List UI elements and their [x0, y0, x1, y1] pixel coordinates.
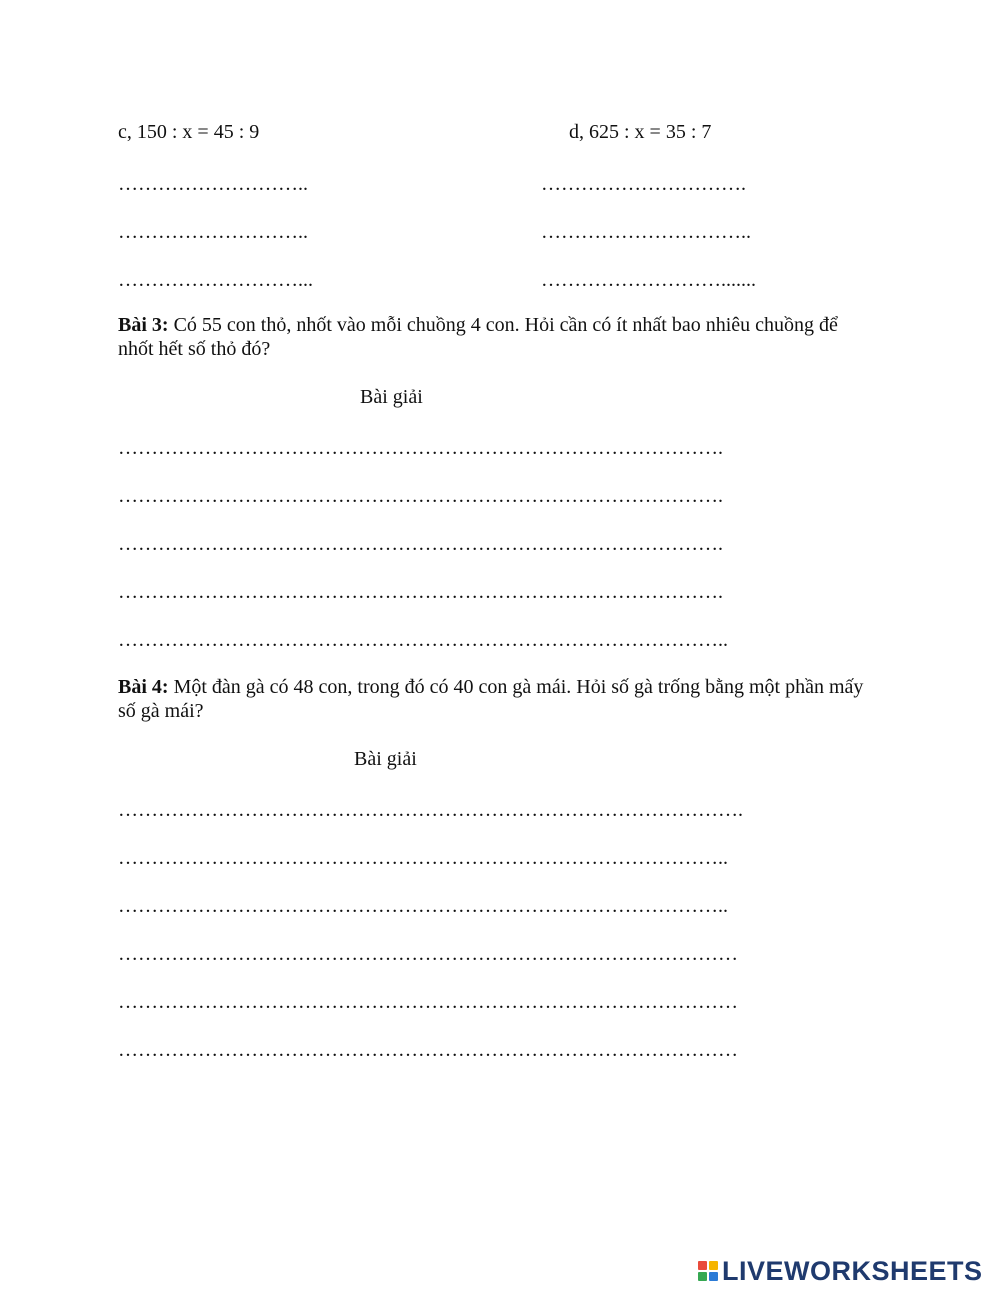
exercise-4-answer-line-2[interactable]: ……………………………………………………………………………….. [118, 847, 728, 869]
exercise-4-solution-title: Bài giải [354, 748, 417, 770]
equation-c: c, 150 : x = 45 : 9 [118, 121, 260, 143]
exercise-4-label: Bài 4: [118, 676, 169, 698]
exercise-4-answer-line-4[interactable]: ………………………………………………………………………………… [118, 943, 738, 965]
exercise-4-answer-line-1[interactable]: …………………………………………………………………………………. [118, 799, 743, 821]
exercise-4-answer-line-3[interactable]: ……………………………………………………………………………….. [118, 895, 728, 917]
answer-line-c-3[interactable]: ………………………... [118, 269, 313, 291]
liveworksheets-logo [698, 1257, 983, 1285]
exercise-3-text: Có 55 con thỏ, nhốt vào mỗi chuồng 4 con. Hỏi cần có ít nhất bao nhiêu chuồng để nhốt hết số thỏ đó? [118, 314, 838, 360]
answer-line-d-3[interactable]: ………………………....... [541, 269, 756, 291]
exercise-3-solution-title: Bài giải [360, 386, 423, 408]
logo-blocks-icon [698, 1261, 718, 1281]
exercise-4-text: Một đàn gà có 48 con, trong đó có 40 con gà mái. Hỏi số gà trống bằng một phần mấy số gà mái? [118, 676, 864, 722]
answer-line-c-1[interactable]: ……………………….. [118, 173, 308, 195]
exercise-3-answer-line-1[interactable]: ………………………………………………………………………………. [118, 437, 723, 459]
answer-line-d-1[interactable]: …………………………. [541, 173, 746, 195]
logo-text: LIVEWORKSHEETS [722, 1256, 983, 1286]
answer-line-c-2[interactable]: ……………………….. [118, 221, 308, 243]
exercise-4-answer-line-6[interactable]: ………………………………………………………………………………… [118, 1039, 738, 1061]
equation-d: d, 625 : x = 35 : 7 [569, 121, 712, 143]
logo-block-red [698, 1261, 707, 1270]
exercise-3-question [118, 313, 878, 361]
answer-line-d-2[interactable]: ………………………….. [541, 221, 751, 243]
logo-block-blue [709, 1272, 718, 1281]
exercise-3-label: Bài 3: [118, 314, 169, 336]
exercise-3-answer-line-5[interactable]: ……………………………………………………………………………….. [118, 629, 728, 651]
exercise-4-answer-line-5[interactable]: ………………………………………………………………………………… [118, 991, 738, 1013]
logo-block-green [698, 1272, 707, 1281]
exercise-3-answer-line-3[interactable]: ………………………………………………………………………………. [118, 533, 723, 555]
exercise-3-answer-line-4[interactable]: ………………………………………………………………………………. [118, 581, 723, 603]
logo-block-yellow [709, 1261, 718, 1270]
exercise-3-answer-line-2[interactable]: ………………………………………………………………………………. [118, 485, 723, 507]
exercise-4-question [118, 675, 878, 723]
